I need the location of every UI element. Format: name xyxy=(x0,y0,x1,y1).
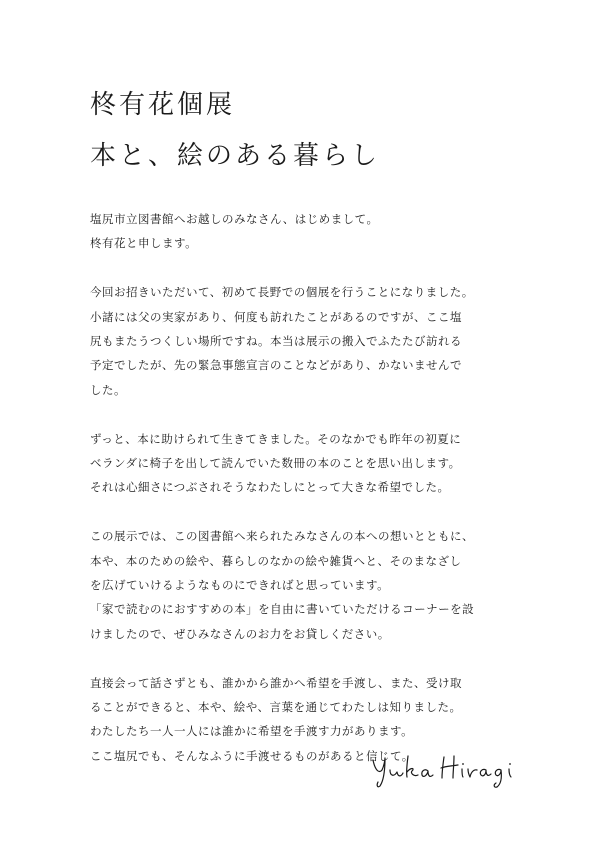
text-line: ずっと、本に助けられて生きてきました。そのなかでも昨年の初夏に xyxy=(90,431,462,446)
paragraph xyxy=(90,207,520,256)
letter-body xyxy=(90,207,520,793)
text-line: この展示では、この図書館へ来られたみなさんの本への想いとともに、 xyxy=(90,529,474,544)
text-line: 本や、本のための絵や、暮らしのなかの絵や雑貨へと、そのまなざし xyxy=(90,553,462,568)
text-line: 尻もまたうつくしい場所ですね。本当は展示の搬入でふたたび訪れる xyxy=(90,334,462,349)
text-line: ここ塩尻でも、そんなふうに手渡せるものがあると信じて。 xyxy=(90,748,414,763)
text-line: 柊有花と申します。 xyxy=(90,236,198,251)
text-line: 予定でしたが、先の緊急事態宣言のことなどがあり、かないませんで xyxy=(90,358,462,373)
text-line: ベランダに椅子を出して読んでいた数冊の本のことを思い出します。 xyxy=(90,456,461,471)
paragraph xyxy=(90,524,520,646)
paragraph xyxy=(90,280,520,402)
text-line: 小諸には父の実家があり、何度も訪れたことがあるのですが、ここ塩 xyxy=(90,309,462,324)
text-line: を広げていけるようなものにできればと思っています。 xyxy=(90,578,390,593)
text-line: けましたので、ぜひみなさんのお力をお貸しください。 xyxy=(90,626,390,641)
text-line: 塩尻市立図書館へお越しのみなさん、はじめまして。 xyxy=(90,212,379,226)
exhibition-title: 柊有花個展 xyxy=(90,90,236,120)
text-line: わたしたち一人一人には誰かに希望を手渡す力があります。 xyxy=(90,724,414,739)
text-line: 今回お招きいただいて、初めて長野での個展を行うことになりました。 xyxy=(90,285,474,300)
text-line: 直接会って話さずとも、誰かから誰かへ希望を手渡し、また、受け取 xyxy=(90,675,462,690)
exhibition-subtitle: 本と、絵のある暮らし xyxy=(90,141,381,171)
text-line: 「家で読むのにおすすめの本」を自由に書いていただけるコーナーを設 xyxy=(90,602,475,617)
text-line: した。 xyxy=(90,382,126,397)
handwritten-signature xyxy=(370,750,520,790)
text-line: ることができると、本や、絵や、言葉を通じてわたしは知りました。 xyxy=(90,700,462,715)
text-line: それは心細さにつぶされそうなわたしにとって大きな希望でした。 xyxy=(90,480,450,495)
paragraph xyxy=(90,427,520,500)
